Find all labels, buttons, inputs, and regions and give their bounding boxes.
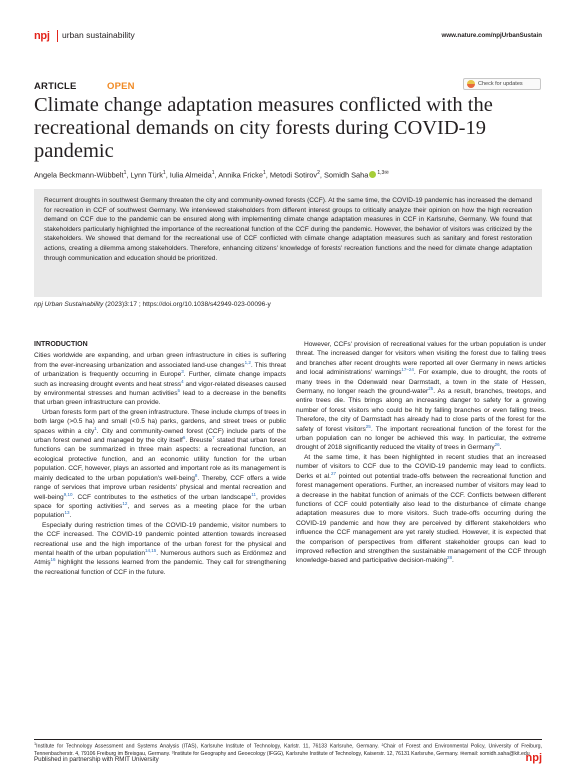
article-title: Climate change adaptation measures conflicted with the recreational demands on city forests during COVID-19 pandemic — [34, 94, 493, 162]
body-column-left — [34, 340, 286, 577]
citation-reference-link[interactable]: 16 — [50, 557, 56, 563]
citation-reference-link[interactable]: 17–24 — [401, 367, 414, 373]
citation-reference-link[interactable]: 7 — [212, 434, 215, 440]
right-paragraphs — [296, 340, 546, 566]
citation-reference-link[interactable]: 3 — [181, 369, 184, 375]
citation-journal: npj Urban Sustainability — [34, 301, 104, 308]
body-paragraph: Urban forests form part of the green infrastructure. These include clumps of trees in both large (>0.5 ha) and small (<0.5 ha) parks, gardens, and street trees or public spaces within a city$^1$. City and community-owned forest (CCF) include parts of the urban forest owned and managed by the city itself$^6$. Breuste$^7$ stated that urban forest functions can be summarized in three main aspects: a recreational function, an ecological protective function, and an economic utility function for the urban population. CCF, however, plays an assorted and important role as its management is mainly dedicated to the urban population's well-being$^8$. Thereby, CCF offers a wide range of services that improve urban residents' physical and mental recreation and well-being$^{9,10}$. CCF contributes to the esthetics of the urban landscape$^{11}$, provides space for sporting activities$^{12}$, and serves as a meeting place for the urban population$^{13}$. — [34, 408, 287, 520]
affiliation-mark: 1 — [262, 170, 266, 176]
author-name[interactable]: Iulia Almeida — [169, 170, 212, 180]
citation-reference-link[interactable]: 25 — [365, 423, 371, 429]
publisher-note: Published in partnership with RMIT University — [34, 756, 159, 763]
crossmark-icon — [467, 80, 475, 88]
journal-name: urban sustainability — [62, 30, 135, 40]
open-access-label: OPEN — [107, 81, 135, 92]
citation-reference-link[interactable]: 13 — [64, 510, 70, 516]
footer-journal-logo: npj — [525, 752, 542, 764]
body-column-right — [296, 340, 546, 566]
affiliation-mark: 1 — [123, 170, 127, 176]
citation-line — [34, 301, 271, 308]
citation-reference-link[interactable]: 9,10 — [63, 491, 73, 497]
body-paragraph: Cities worldwide are expanding, and urban green infrastructure in cities is suffering from the ever-increasing urbanization and associated land-use changes$^{1,2}$. This threat of urbanization is frequently occurring in Europe$^3$. Further, climate change impacts such as increasing drought events and heat stress$^4$ and vigor-related diseases caused by environmental stresses and human activities$^5$ lead to a decrease in the benefits that urban green infrastructure can provide. — [34, 352, 287, 407]
citation-reference-link[interactable]: 25 — [428, 385, 434, 391]
affiliation-mark: 2 — [317, 170, 320, 176]
author-list: Angela Beckmann-Wübbelt$^1$, Lynn Türk$^1$, Iulia Almeida$^1$, Annika Fricke$^1$, Metodi Sotirov$^2$, Somidh Saha $^{1,3✉}$ — [34, 170, 389, 180]
author-name[interactable]: Metodi Sotirov — [269, 170, 318, 180]
citation-reference-link[interactable]: 8 — [194, 472, 198, 478]
citation-reference-link[interactable]: 1 — [94, 425, 97, 431]
footnote-mark: 1 — [34, 742, 37, 746]
footnote-text: Institute for Technology Assessment and Systems Analysis (ITAS), Karlsruhe Institute of Technology, Karlstr. 11, 76133 Karlsruhe, Germany. ²Chair of Forest and Environmental Policy, University of Freiburg, Tennenbacherstr. 4, 79106 Freiburg im Breisgau, Germany. ³Institute for Geography and Geoecology (IFGG), Karlsruhe Institute of Technology, Kaiserstr. 12, 76131 Karlsruhe, Germany. ✉email: somidh.saha@kit.edu — [34, 743, 542, 757]
citation-reference-link[interactable]: 26 — [494, 442, 500, 448]
affiliation-mark: 1 — [162, 170, 166, 176]
citation-reference-link[interactable]: 11 — [251, 491, 257, 497]
journal-url-link[interactable]: www.nature.com/npjUrbanSustain — [441, 32, 542, 39]
affiliation-mark: 1 — [211, 170, 215, 176]
author-name[interactable]: Angela Beckmann-Wübbelt — [34, 170, 124, 180]
body-paragraph: However, CCFs' provision of recreational values for the urban population is under threat. The increased danger for visitors when visiting the forest due to falling trees and branches after recent droughts were reported all over Germany in news articles and local administrations' warnings$^{17-24}$. For example, due to drought, the roots of many trees in the Odenwald near Darmstadt, a town in the state of Hessen, Germany, no longer reach the ground-water$^{25}$. As a result, branches, treetops, and entire trees die. This brings along an increasing danger to safety for a growing number of forest visitors who could be hit by falling branches or even falling trees. Therefore, the city of Darmstadt has already had to close parts of the forest for the safety of forest visitors$^{25}$. The important recreational function of the forest for the urban population can no longer be achieved this way. In particular, the extreme drought of 2018 significantly reduced the vitality of trees in Germany$^{26}$. — [296, 341, 546, 452]
citation-reference-link[interactable]: 27 — [331, 470, 337, 476]
orcid-icon[interactable] — [369, 171, 376, 178]
body-paragraph: At the same time, it has been highlighted in recent studies that an increased number of visitors to CCF due to the COVID-19 pandemic may lead to conflicts. Derks et al.$^{27}$ pointed out potential trade-offs between the recreational function and forest management operations. Further, an increased number of visitors may lead to a decrease in the habitat function of animals of the CCF. Conflicts between different functions of CCF could potentially also lead to the disturbance of climate change adaptation measures due to more visitors. Such trade-offs occurring during the COVID-19 pandemic and how they are perceived by different stakeholders who influence the CCF management are yet rarely studied. However, it is expected that the comparison of perspectives from different stakeholder groups can lead to improved reflection and strengthen the sustainable management of the CCF through knowledge-based and participative decision-making$^{28}$. — [296, 453, 546, 565]
abstract-text: Recurrent droughts in southwest Germany threaten the city and community-owned forests (CCF). At the same time, the COVID-19 pandemic has increased the demand for recreation in CCF of southwest Germany. We interviewed stakeholders from different interest groups to critically analyze their opinion on how the high recreation demand on CCF due to the pandemic can be ensured along with implementing climate change adaptation measures in CCF in Karlsruhe, Germany. We found that stakeholders particularly highlighted the importance of the recreational function of the CCF during the pandemic. However, the behavior of visitors was criticized by the stakeholders. We showed that demand for the recreational use of CCF conflicted with climate change adaptation measures such as sanitary and forest restoration actions, creating a dilemma among stakeholders. Therefore, enhancing citizens' knowledge of forests' recreation functions and the need for climate change adaptation through communication and education should be prioritized. — [44, 197, 532, 262]
author-name[interactable]: Annika Fricke — [218, 170, 263, 180]
citation-reference-link[interactable]: 1,2 — [244, 359, 251, 365]
check-for-updates-label: Check for updates — [478, 81, 523, 87]
affiliation-mark: 1,3✉ — [377, 170, 389, 176]
citation-reference-link[interactable]: 14,15 — [145, 547, 157, 553]
citation-reference-link[interactable]: 12 — [122, 500, 128, 506]
header-divider — [57, 30, 58, 42]
citation-reference-link[interactable]: 5 — [177, 387, 181, 393]
author-name[interactable]: Somidh Saha — [324, 170, 369, 180]
footnote-divider — [34, 739, 542, 740]
left-paragraphs — [34, 351, 286, 577]
body-paragraph: Especially during restriction times of the COVID-19 pandemic, visitor numbers to the CCF increased. The COVID-19 pandemic pointed attention towards increased recreational use and the high importance of the urban forest for the physical and mental health of the urban population$^{14,15}$. Numerous authors such as Erdönmez and Atmiş$^{16}$ highlight the lessons learned from the pandemic. They call for strengthening the recreational function of CCF in the future. — [34, 521, 286, 576]
journal-logo: npj — [34, 30, 50, 42]
section-heading-introduction: INTRODUCTION — [34, 341, 88, 348]
author-name[interactable]: Lynn Türk — [130, 170, 163, 180]
check-for-updates-button[interactable] — [463, 78, 541, 90]
article-type-label: ARTICLE — [34, 81, 77, 92]
citation-reference-link[interactable]: 4 — [181, 378, 184, 384]
citation-doi-link[interactable]: (2023)3:17 ; https://doi.org/10.1038/s42949-023-00096-y — [103, 301, 271, 308]
citation-reference-link[interactable]: 6 — [182, 434, 186, 440]
citation-reference-link[interactable]: 28 — [447, 555, 453, 561]
